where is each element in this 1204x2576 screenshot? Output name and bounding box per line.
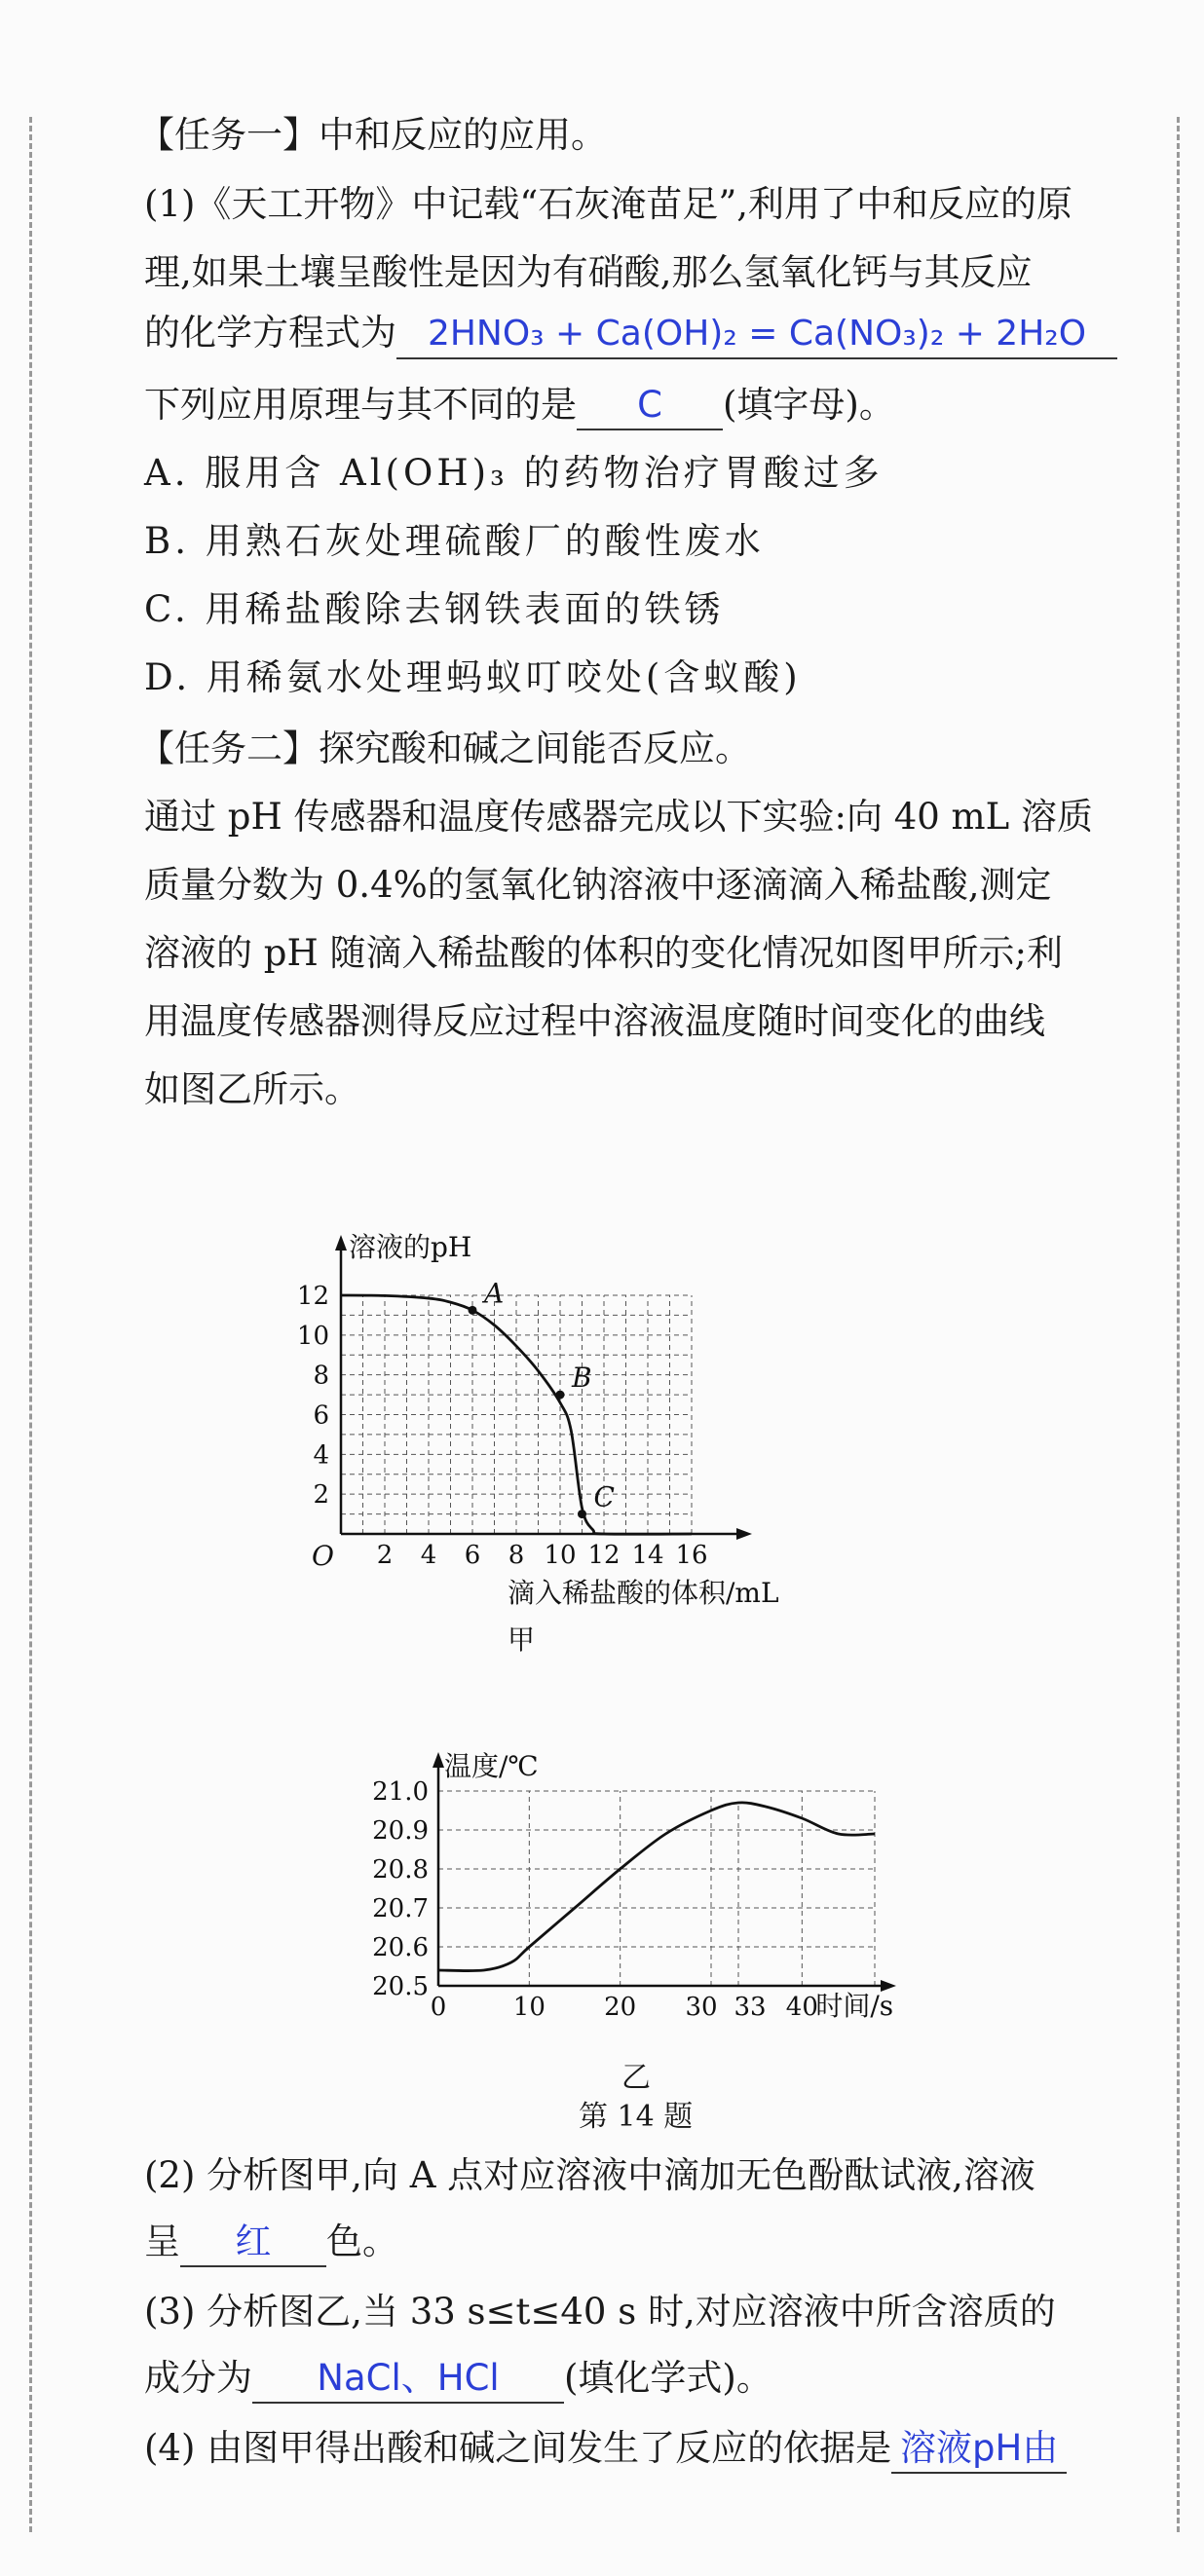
ph-x-tick: 8 [508,1541,525,1570]
q1-line4-suffix: (填字母)。 [723,384,895,426]
q2-line1: (2) 分析图甲,向 A 点对应溶液中滴加无色酚酞试液,溶液 [144,2154,1035,2196]
ph-y-tick: 10 [296,1321,329,1351]
temp-axes [433,1752,896,1992]
q1-line1: (1)《天工开物》中记载“石灰淹苗足”,利用了中和反应的原 [144,183,1073,225]
temp-x-label: 时间/s [815,1990,894,2022]
q3-answer: NaCl、HCl [252,2355,564,2404]
ph-y-tick: 2 [313,1480,329,1511]
q1-choice-answer: C [577,382,723,430]
left-binding-line [29,117,32,2532]
q4-prefix: (4) 由图甲得出酸和碱之间发生了反应的依据是 [144,2427,892,2469]
ph-point-label: B [572,1362,592,1395]
ph-point-A [469,1306,477,1315]
ph-caption: 甲 [508,1624,536,1656]
temp-x-tick: 20 [604,1993,637,2022]
ph-point-B [556,1391,565,1400]
chart-temperature [331,1734,935,2045]
q1-line3 [144,310,1117,359]
ph-x-tick: 12 [587,1541,621,1570]
ph-y-label: 溶液的pH [349,1231,472,1263]
q2-suffix: 色。 [326,2221,398,2262]
ph-y-tick: 12 [296,1282,329,1311]
q3-prefix: 成分为 [144,2357,252,2399]
ph-y-arrow [335,1235,347,1251]
temp-origin-label: 0 [430,1993,447,2022]
temp-y-arrow [433,1752,444,1768]
temp-x-tick: 33 [734,1993,767,2022]
ph-x-tick: 14 [631,1541,664,1570]
ph-origin-label: O [312,1540,334,1572]
ph-y-tick: 4 [313,1440,329,1471]
temp-series [438,1803,875,1971]
task2-para-3: 溶液的 pH 随滴入稀盐酸的体积的变化情况如图甲所示;利 [144,932,1063,974]
option-b: B. 用熟石灰处理硫酸厂的酸性废水 [144,520,765,562]
option-d: D. 用稀氨水处理蚂蚁叮咬处(含蚁酸) [144,656,802,698]
temp-curve [438,1803,875,1971]
temp-y-tick: 20.9 [372,1816,429,1846]
q2-line2 [144,2219,398,2267]
ph-x-tick: 6 [464,1541,481,1570]
q3-line1: (3) 分析图乙,当 33 s≤t≤40 s 时,对应溶液中所含溶质的 [144,2291,1056,2333]
ph-point-label: C [593,1480,615,1513]
q1-line3-prefix: 的化学方程式为 [144,312,396,354]
temp-y-tick: 20.8 [372,1855,429,1885]
ph-point-C [578,1510,586,1518]
ph-x-label: 滴入稀盐酸的体积/mL [508,1577,779,1609]
temp-y-tick: 20.5 [372,1972,429,2001]
temp-x-tick: 10 [512,1993,546,2022]
temp-chart-caption: 乙 [621,2061,651,2095]
temp-y-tick: 20.7 [372,1894,429,1923]
ph-y-tick: 8 [313,1361,329,1391]
figure-caption: 第 14 题 [579,2100,694,2134]
option-a: A. 服用含 Al(OH)₃ 的药物治疗胃酸过多 [144,452,884,494]
temp-y-label: 温度/℃ [444,1750,539,1782]
option-c: C. 用稀盐酸除去钢铁表面的铁锈 [144,588,725,630]
ph-x-tick: 4 [420,1541,437,1570]
temp-x-tick: 30 [685,1993,718,2022]
temp-x-tick: 40 [785,1993,818,2022]
q2-answer: 红 [180,2219,326,2267]
ph-x-tick: 10 [544,1541,577,1570]
ph-x-tick: 16 [675,1541,708,1570]
ph-grid [341,1295,692,1534]
ph-x-tick: 2 [376,1541,394,1570]
ph-point-label: A [484,1277,505,1310]
q1-equation-answer: 2HNO₃ + Ca(OH)₂ = Ca(NO₃)₂ + 2H₂O [396,311,1117,359]
q4-line1 [144,2425,1067,2474]
q1-line2: 理,如果土壤呈酸性是因为有硝酸,那么氢氧化钙与其反应 [144,251,1033,293]
temp-y-tick: 21.0 [372,1777,429,1807]
task2-heading: 【任务二】探究酸和碱之间能否反应。 [138,728,751,769]
q4-answer: 溶液pH由 [891,2425,1067,2474]
q3-line2 [144,2355,772,2404]
task2-para-2: 质量分数为 0.4%的氢氧化钠溶液中逐滴滴入稀盐酸,测定 [144,864,1052,906]
task2-para-4: 用温度传感器测得反应过程中溶液温度随时间变化的曲线 [144,1000,1045,1042]
q2-prefix: 呈 [144,2221,180,2262]
right-binding-line [1177,117,1180,2532]
task1-heading: 【任务一】中和反应的应用。 [138,114,607,156]
chart-ph [292,1130,994,1714]
ph-y-tick: 6 [313,1400,329,1431]
q3-suffix: (填化学式)。 [564,2357,772,2399]
temp-y-tick: 20.6 [372,1933,429,1962]
q1-line4-prefix: 下列应用原理与其不同的是 [144,384,577,426]
task2-para-5: 如图乙所示。 [144,1068,360,1110]
task2-para-1: 通过 pH 传感器和温度传感器完成以下实验:向 40 mL 溶质 [144,796,1093,838]
q1-line4 [144,382,895,430]
ph-x-arrow [736,1528,752,1540]
